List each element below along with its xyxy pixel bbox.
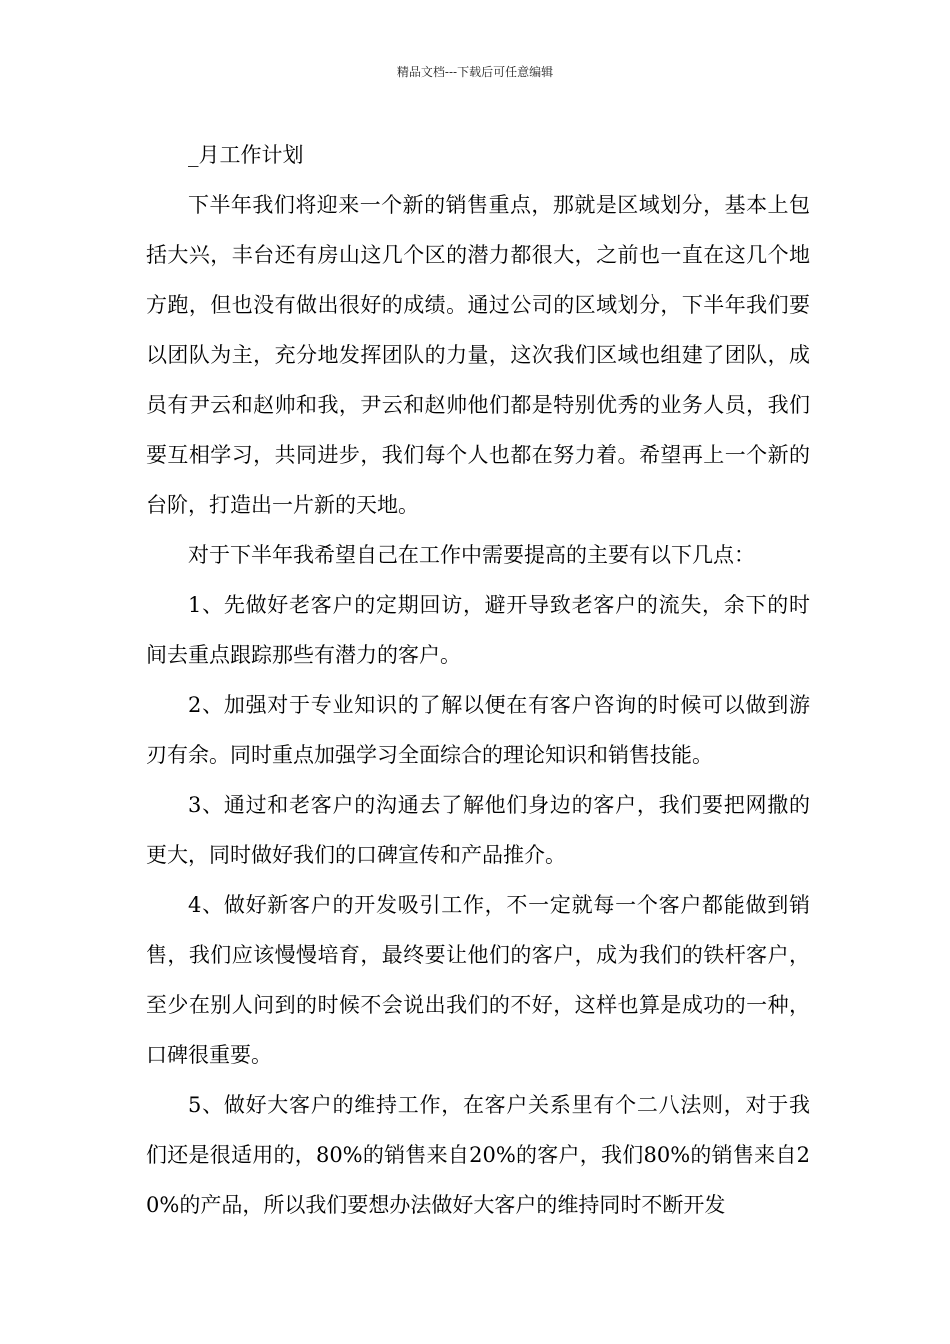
list-item-2: 2、加强对于专业知识的了解以便在有客户咨询的时候可以做到游刃有余。同时重点加强学习全面综合的理论知识和销售技能。 bbox=[146, 693, 810, 767]
list-item-3: 3、通过和老客户的沟通去了解他们身边的客户，我们要把网撒的更大，同时做好我们的口碑宣传和产品推介。 bbox=[146, 793, 810, 867]
paragraph-intro: 下半年我们将迎来一个新的销售重点，那就是区域划分，基本上包括大兴，丰台还有房山这几个区的潜力都很大，之前也一直在这几个地方跑，但也没有做出很好的成绩。通过公司的区域划分，下半年我们要以团队为主，充分地发挥团队的力量，这次我们区域也组建了团队，成员有尹云和赵帅和我，尹云和赵帅他们都是特别优秀的业务人员，我们要互相学习，共同进步，我们每个人也都在努力着。希望再上一个新的台阶，打造出一片新的天地。 bbox=[146, 193, 810, 517]
document-body bbox=[146, 130, 810, 1230]
list-item-4: 4、做好新客户的开发吸引工作，不一定就每一个客户都能做到销售，我们应该慢慢培育，最终要让他们的客户，成为我们的铁杆客户，至少在别人问到的时候不会说出我们的不好，这样也算是成功的一种，口碑很重要。 bbox=[146, 893, 810, 1067]
document-title: _月工作计划 bbox=[188, 143, 304, 167]
list-item-1: 1、先做好老客户的定期回访，避开导致老客户的流失，余下的时间去重点跟踪那些有潜力的客户。 bbox=[146, 593, 810, 667]
page-header: 精品文档---下载后可任意编辑 bbox=[396, 65, 554, 79]
paragraph-improvements-intro: 对于下半年我希望自己在工作中需要提高的主要有以下几点： bbox=[188, 543, 755, 567]
list-item-5: 5、做好大客户的维持工作，在客户关系里有个二八法则，对于我们还是很适用的，80%的销售来自20%的客户，我们80%的销售来自20%的产品，所以我们要想办法做好大客户的维持同时不断开发 bbox=[146, 1093, 810, 1217]
